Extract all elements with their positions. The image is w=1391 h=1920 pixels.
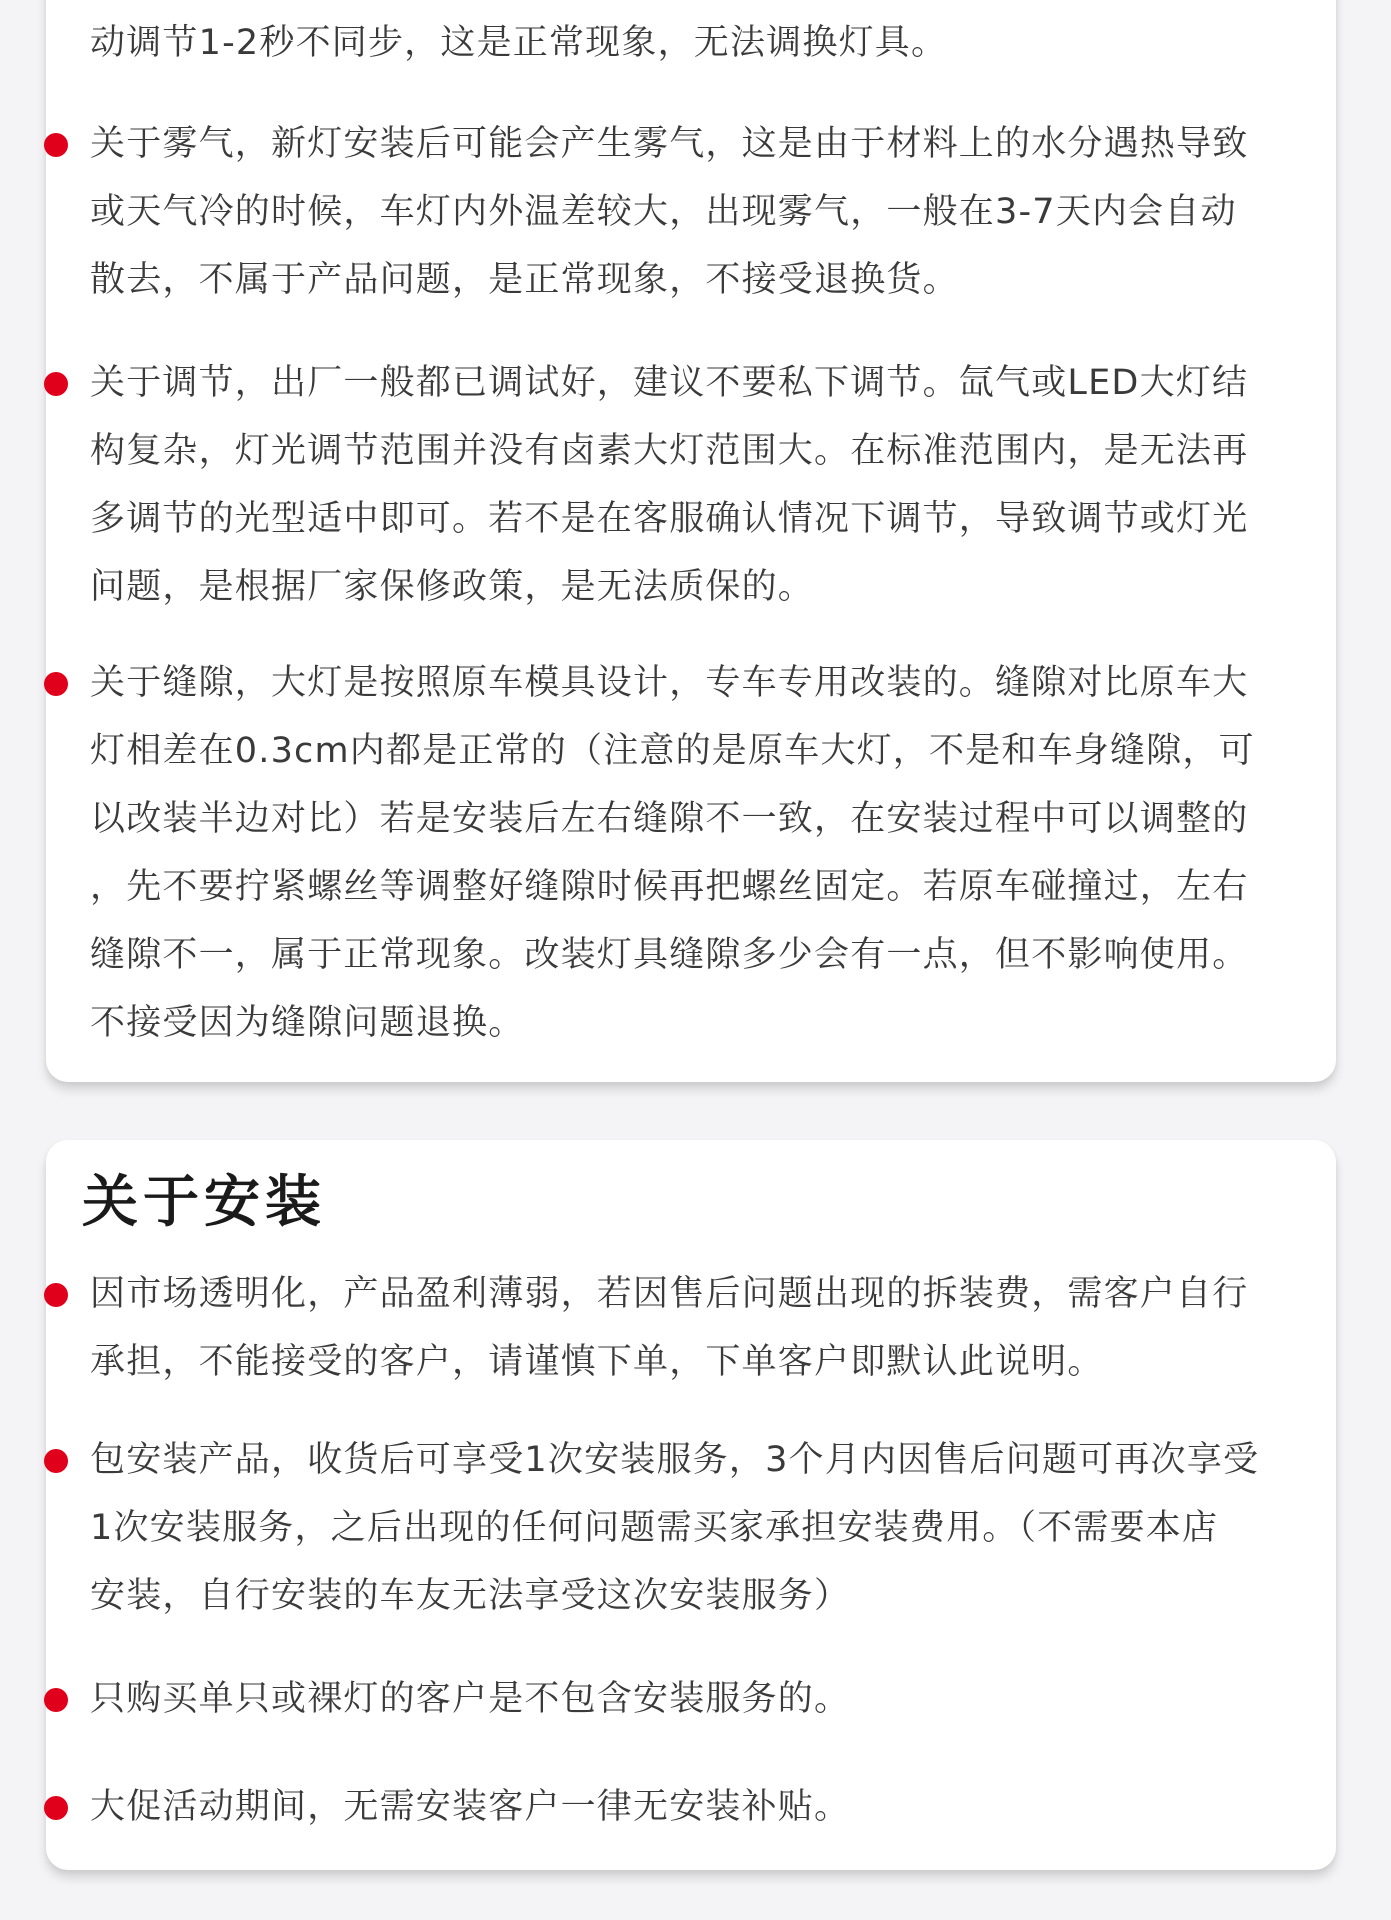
install-line: 承担，不能接受的客户，请谨慎下单，下单客户即默认此说明。: [90, 1342, 1104, 1382]
install-card: [46, 1140, 1336, 1870]
install-line: 只购买单只或裸灯的客户是不包含安装服务的。: [90, 1679, 851, 1719]
install-item-service: [90, 1426, 1330, 1630]
notice-line: 关于雾气，新灯安装后可能会产生雾气，这是由于材料上的水分遇热导致: [90, 124, 1249, 164]
notice-line: 缝隙不一，属于正常现象。改装灯具缝隙多少会有一点，但不影响使用。: [90, 935, 1249, 975]
bullet-dot-icon: [44, 1449, 68, 1473]
notice-line: [90, 0, 1330, 9]
notice-line: 问题，是根据厂家保修政策，是无法质保的。: [90, 567, 815, 607]
notice-line: 或天气冷的时候，车灯内外温差较大，出现雾气，一般在3-7天内会自动: [90, 192, 1237, 232]
notice-item-fog: [90, 110, 1330, 314]
install-line: 大促活动期间，无需安装客户一律无安装补贴。: [90, 1787, 851, 1827]
bullet-dot-icon: [44, 133, 68, 157]
notice-line: 以改装半边对比）若是安装后左右缝隙不一致，在安装过程中可以调整的: [90, 799, 1249, 839]
install-line: 安装，自行安装的车友无法享受这次安装服务）: [90, 1576, 851, 1616]
notice-item-error: [90, 0, 1330, 77]
install-line: 因市场透明化，产品盈利薄弱，若因售后问题出现的拆装费，需客户自行: [90, 1274, 1249, 1314]
install-item-fee: [90, 1260, 1330, 1396]
bullet-dot-icon: [44, 1688, 68, 1712]
notice-line: 灯相差在0.3cm内都是正常的（注意的是原车大灯，不是和车身缝隙，可: [90, 731, 1255, 771]
bullet-dot-icon: [44, 672, 68, 696]
install-line: 包安装产品，收货后可享受1次安装服务，3个月内因售后问题可再次享受: [90, 1440, 1260, 1480]
install-item-single-lamp: [90, 1665, 1330, 1733]
notice-line: 关于调节，出厂一般都已调试好，建议不要私下调节。氙气或LED大灯结: [90, 363, 1249, 403]
install-line: 1次安装服务，之后出现的任何问题需买家承担安装费用。（不需要本店: [90, 1508, 1219, 1548]
section-title: 关于安装: [82, 1170, 326, 1235]
notice-line: ，先不要拧紧螺丝等调整好缝隙时候再把螺丝固定。若原车碰撞过，左右: [90, 867, 1249, 907]
bullet-dot-icon: [44, 1283, 68, 1307]
notice-card: [46, 0, 1336, 1082]
bullet-dot-icon: [44, 1796, 68, 1820]
notice-item-adjustment: [90, 349, 1330, 621]
install-item-promotion: [90, 1773, 1330, 1841]
notice-line: 动调节1-2秒不同步，这是正常现象，无法调换灯具。: [90, 23, 948, 63]
notice-line: 散去，不属于产品问题，是正常现象，不接受退换货。: [90, 260, 959, 300]
notice-line: 多调节的光型适中即可。若不是在客服确认情况下调节，导致调节或灯光: [90, 499, 1249, 539]
notice-line: 关于缝隙，大灯是按照原车模具设计，专车专用改装的。缝隙对比原车大: [90, 663, 1249, 703]
notice-line: 构复杂，灯光调节范围并没有卤素大灯范围大。在标准范围内，是无法再: [90, 431, 1249, 471]
bullet-dot-icon: [44, 372, 68, 396]
notice-line: 不接受因为缝隙问题退换。: [90, 1003, 525, 1043]
notice-item-gap: [90, 649, 1330, 1057]
